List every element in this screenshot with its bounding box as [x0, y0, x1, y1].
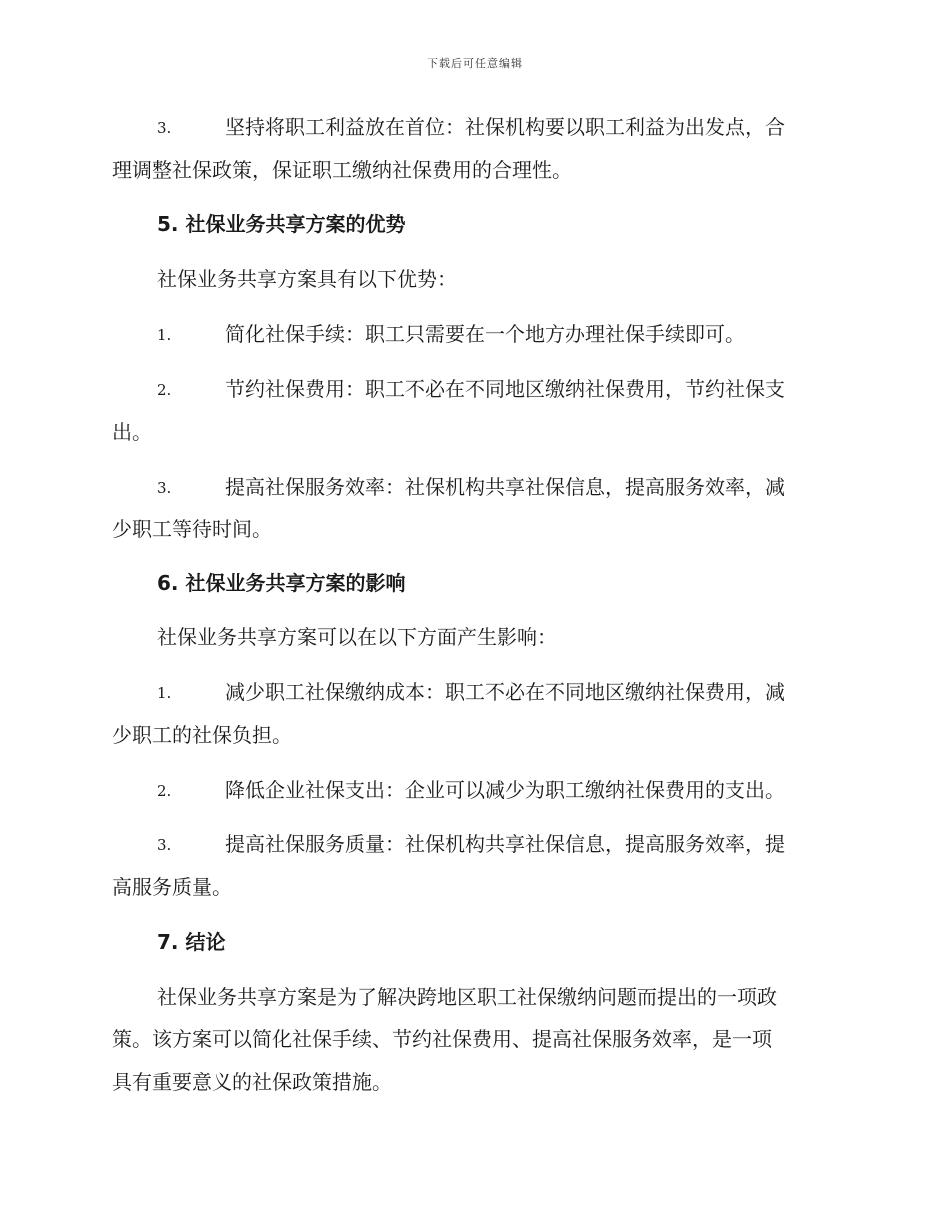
section-heading: 6. 社保业务共享方案的影响: [157, 571, 406, 595]
list-item-number: 3.: [157, 119, 172, 137]
list-item-text: 坚持将职工利益放在首位：社保机构要以职工利益为出发点，合: [225, 115, 785, 139]
list-item-number: 2.: [157, 381, 172, 399]
list-item-continuation: 出。: [112, 420, 152, 444]
list-item-text: 提高社保服务质量：社保机构共享社保信息，提高服务效率，提: [225, 832, 785, 856]
conclusion-paragraph-line: 策。该方案可以简化社保手续、节约社保费用、提高社保服务效率，是一项: [112, 1027, 772, 1051]
list-item-continuation: 高服务质量。: [112, 875, 232, 899]
list-item-number: 2.: [157, 782, 172, 800]
section-intro: 社保业务共享方案具有以下优势：: [157, 267, 457, 291]
conclusion-paragraph-line: 具有重要意义的社保政策措施。: [112, 1070, 392, 1094]
page-header: 下载后可任意编辑: [427, 57, 523, 70]
list-item-text: 降低企业社保支出：企业可以减少为职工缴纳社保费用的支出。: [225, 778, 785, 802]
section-heading: 7. 结论: [157, 930, 226, 954]
list-item-number: 3.: [157, 836, 172, 854]
section-heading: 5. 社保业务共享方案的优势: [157, 212, 406, 236]
list-item-text: 减少职工社保缴纳成本：职工不必在不同地区缴纳社保费用，减: [225, 680, 785, 704]
list-item-continuation: 理调整社保政策，保证职工缴纳社保费用的合理性。: [112, 158, 572, 182]
list-item-number: 1.: [157, 326, 172, 344]
list-item-number: 3.: [157, 479, 172, 497]
list-item-text: 节约社保费用：职工不必在不同地区缴纳社保费用，节约社保支: [225, 377, 785, 401]
section-intro: 社保业务共享方案可以在以下方面产生影响：: [157, 625, 557, 649]
conclusion-paragraph-line: 社保业务共享方案是为了解决跨地区职工社保缴纳问题而提出的一项政: [157, 985, 777, 1009]
list-item-number: 1.: [157, 684, 172, 702]
list-item-text: 提高社保服务效率：社保机构共享社保信息，提高服务效率，减: [225, 475, 785, 499]
list-item-text: 简化社保手续：职工只需要在一个地方办理社保手续即可。: [225, 322, 745, 346]
list-item-continuation: 少职工等待时间。: [112, 517, 272, 541]
list-item-continuation: 少职工的社保负担。: [112, 723, 292, 747]
